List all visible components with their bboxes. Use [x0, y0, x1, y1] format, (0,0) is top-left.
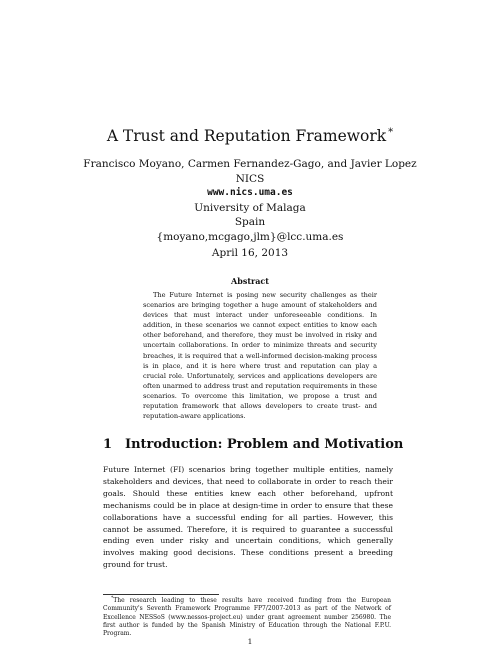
- section-heading: [103, 437, 423, 453]
- abstract-heading: Abstract: [231, 276, 269, 286]
- abstract: [143, 290, 377, 421]
- section-body: [103, 464, 393, 571]
- paper-title: [0, 127, 500, 145]
- title-text: A Trust and Reputation Framework: [106, 127, 387, 145]
- author-block: [0, 157, 500, 244]
- page-number: 1: [247, 637, 253, 646]
- abstract-text: The Future Internet is posing new security challenges as their scenarios are bringing together a huge amount of stakeholders and devices that must interact under unforeseeable conditions. In addition, in these scenarios we cannot expect entities to know each other beforehand, and therefore, they must be involved in risky and uncertain collaborations. In order to minimize threats and security breaches, it is required that a well-informed decision-making process is in place, and it is here where trust and reputation can play a crucial role. Unfortunately, services and applications developers are often unarmed to address trust and reputation requirements in these scenarios. To overcome this limitation, we propose a trust and reputation framework that allows developers to create trust- and reputation-aware applications.: [143, 291, 377, 421]
- footnote-text: The research leading to these results have received funding from the European Community's Seventh Framework Programme FP7/2007-2013 as part of the Network of Excellence NESSoS (www.nessos-project.eu) under grant agreement number 256980. The first author is funded by the Spanish Ministry of Education through the National F.P.U. Program.: [103, 597, 391, 638]
- paper-date: April 16, 2013: [211, 247, 289, 259]
- author-list: Francisco Moyano, Carmen Fernandez-Gago, and Javier Lopez: [83, 158, 417, 170]
- footnote-rule: [103, 594, 219, 595]
- author-emails: {moyano,mcgago,jlm}@lcc.uma.es: [156, 230, 344, 243]
- affiliation-url: www.nics.uma.es: [207, 187, 293, 198]
- affiliation-group: NICS: [235, 172, 265, 185]
- footnote: [103, 597, 391, 638]
- footnote-mark: *: [111, 596, 114, 601]
- intro-paragraph: Future Internet (FI) scenarios bring together multiple entities, namely stakeholders and devices, that need to collaborate in order to reach their goals. Should these entities knew each other beforehand, upfront mechanisms could be in place at design-time in order to ensure that these collaborations have a successful ending for all parties. However, this cannot be assumed. Therefore, it is required to guarantee a successful ending even under risky and uncertain conditions, which generally involves making good decisions. These conditions present a breeding ground for trust.: [103, 465, 393, 570]
- affiliation-university: University of Malaga: [194, 201, 306, 214]
- section-number: 1: [103, 437, 113, 452]
- affiliation-country: Spain: [234, 216, 266, 228]
- section-title: Introduction: Problem and Motivation: [125, 437, 404, 452]
- title-footnote-mark: *: [388, 126, 394, 138]
